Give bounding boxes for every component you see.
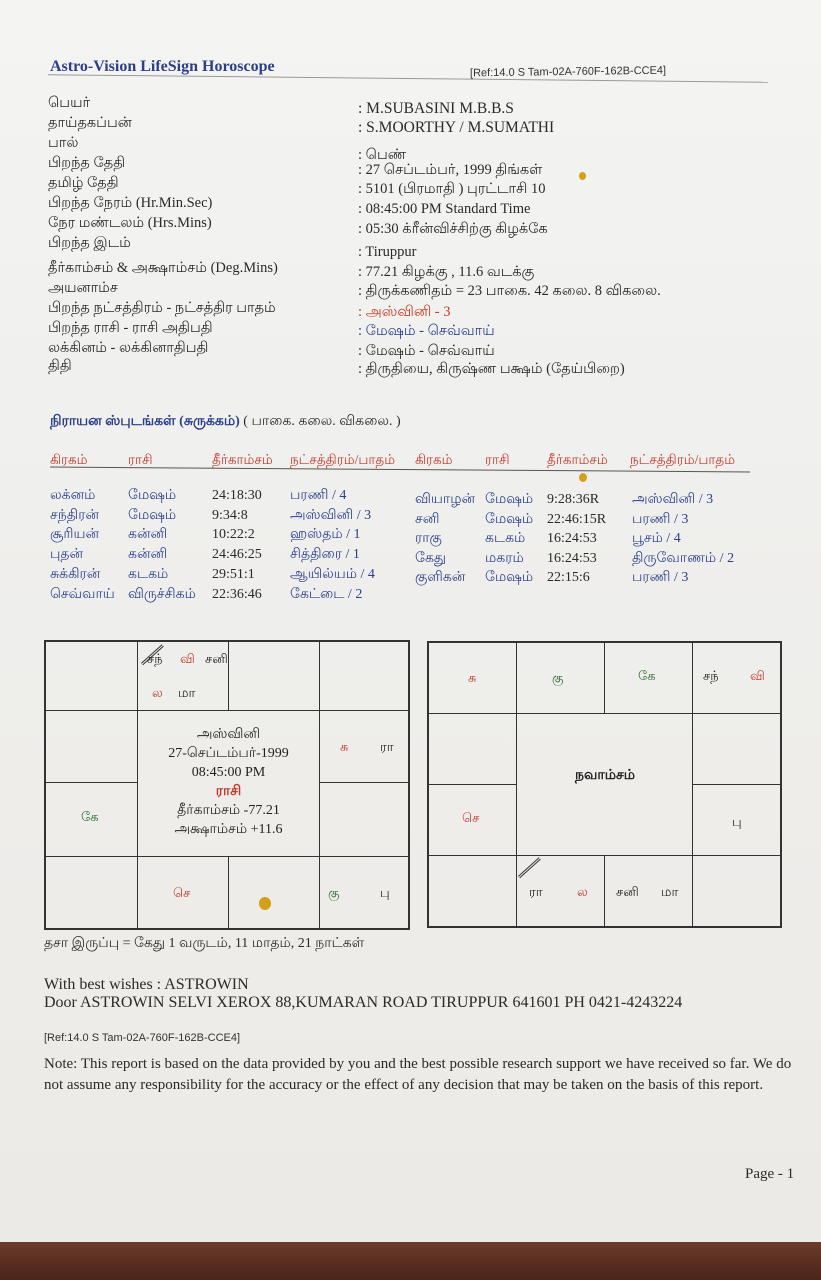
paper-stain <box>579 172 586 180</box>
planet-nakshatra: ஹஸ்தம் / 1 <box>290 527 361 542</box>
house-cancer <box>692 713 781 785</box>
rasi-planet: செ <box>173 885 191 900</box>
dasa-balance: தசா இருப்பு = கேது 1 வருடம், 11 மாதம், 21 நாட்கள் <box>44 936 365 951</box>
planet-longitude: 24:46:25 <box>212 547 262 562</box>
page-number: Page - 1 <box>745 1166 795 1182</box>
rasi-chart <box>44 640 410 930</box>
planet-longitude: 9:34:8 <box>212 508 248 523</box>
house-libra <box>228 856 320 929</box>
value-birth-place: : Tiruppur <box>358 244 417 260</box>
rasi-planet: ல <box>152 685 163 700</box>
center-nakshatra: அஸ்வினி <box>196 727 261 742</box>
navamsa-planet: சனி <box>616 884 639 899</box>
planet-table-title: நிராயன ஸ்புடங்கள் (சுருக்கம்) ( பாகை. கலை. விகலை. ) <box>50 414 401 429</box>
col-head-planet-2: கிரகம் <box>415 452 453 467</box>
col-head-longitude-2: தீர்காம்சம் <box>547 452 608 467</box>
value-time-zone: : 05:30 க்ரீன்விச்சிற்கு கிழக்கே <box>358 221 548 237</box>
planet-name: ராகு <box>415 531 442 546</box>
planet-rasi: கடகம் <box>485 531 526 546</box>
value-birth-time: : 08:45:00 PM Standard Time <box>358 201 531 217</box>
rasi-planet: சனி <box>205 651 228 666</box>
label-lagna: லக்கினம் - லக்கினாதிபதி <box>48 340 209 356</box>
planet-longitude: 9:28:36R <box>547 492 600 507</box>
label-birth-place: பிறந்த இடம் <box>48 235 131 251</box>
label-parents: தாய்தகப்பன் <box>48 115 132 131</box>
planet-name: சுக்கிரன் <box>50 567 101 582</box>
value-gender: : பெண் <box>358 147 407 163</box>
label-time-zone: நேர மண்டலம் (Hrs.Mins) <box>48 215 212 231</box>
planet-nakshatra: சித்திரை / 1 <box>290 547 360 562</box>
planet-longitude: 24:18:30 <box>212 488 262 503</box>
value-ayanamsa: : திருக்கணிதம் = 23 பாகை. 42 கலை. 8 விகலை. <box>358 283 661 299</box>
value-birth-date: : 27 செப்டம்பர், 1999 திங்கள் <box>358 162 543 178</box>
label-ayanamsa: அயனாம்ச <box>48 280 118 296</box>
label-nakshatra: பிறந்த நட்சத்திரம் - நட்சத்திர பாதம் <box>48 300 276 316</box>
navamsa-planet: செ <box>462 810 480 825</box>
document-title: Astro-Vision LifeSign Horoscope <box>50 58 275 75</box>
house-virgo <box>692 855 781 927</box>
navamsa-planet: சந் <box>703 668 719 683</box>
background-floor <box>0 1242 821 1280</box>
value-lagna: : மேஷம் - செவ்வாய் <box>358 343 495 359</box>
label-thithi: திதி <box>48 358 72 374</box>
center-date: 27-செப்டம்பர்-1999 <box>168 746 289 761</box>
label-coordinates: தீர்காம்சம் & அக்ஷாம்சம் (Deg.Mins) <box>48 260 278 276</box>
planet-name: சனி <box>415 512 440 527</box>
planet-nakshatra: அஸ்வினி / 3 <box>632 492 714 507</box>
col-head-nakshatra-2: நட்சத்திரம்/பாதம் <box>630 452 736 467</box>
col-head-nakshatra-1: நட்சத்திரம்/பாதம் <box>290 452 396 467</box>
planet-rasi: மகரம் <box>485 551 524 566</box>
disclaimer-note: Note: This report is based on the data provided by you and the best possible research support we have received so far. We do not assume any responsibility for the accuracy or the effect of any decision that may be taken on the basis of this report. <box>44 1056 792 1093</box>
value-rasi: : மேஷம் - செவ்வாய் <box>358 323 495 339</box>
value-thithi: : திருதியை, கிருஷ்ண பக்ஷம் (தேய்பிறை) <box>358 361 625 377</box>
col-head-rasi-1: ராசி <box>128 452 153 467</box>
navamsa-planet: ல <box>577 884 588 899</box>
planet-rasi: கன்னி <box>128 547 168 562</box>
navamsa-chart <box>427 641 782 928</box>
planet-name: கேது <box>415 551 447 566</box>
house-sagittarius <box>428 855 517 927</box>
planet-rasi: கன்னி <box>128 527 168 542</box>
planet-nakshatra: கேட்டை / 2 <box>290 587 363 602</box>
label-tamil-date: தமிழ் தேதி <box>48 175 119 191</box>
planet-nakshatra: பரணி / 3 <box>632 512 689 527</box>
paper-stain <box>259 897 271 910</box>
house-gemini <box>319 641 409 711</box>
col-head-rasi-2: ராசி <box>485 452 510 467</box>
footer-wishes: With best wishes : ASTROWIN <box>44 976 249 993</box>
house-cancer <box>319 710 409 783</box>
navamsa-planet: கே <box>638 668 656 683</box>
planet-longitude: 10:22:2 <box>212 527 255 542</box>
paper-stain <box>579 473 587 482</box>
value-parents: : S.MOORTHY / M.SUMATHI <box>358 119 555 136</box>
planet-name: செவ்வாய் <box>50 587 115 602</box>
planet-name: சந்திரன் <box>50 508 100 523</box>
planet-nakshatra: திருவோணம் / 2 <box>632 551 735 566</box>
house-pisces <box>45 641 138 711</box>
planet-name: வியாழன் <box>415 492 476 507</box>
planet-rasi: மேஷம் <box>128 488 177 503</box>
navamsa-planet: வி <box>750 668 765 683</box>
col-head-planet-1: கிரகம் <box>50 452 88 467</box>
house-sagittarius <box>45 856 138 929</box>
planet-longitude: 22:46:15R <box>547 512 607 527</box>
planet-name: சூரியன் <box>50 527 100 542</box>
planet-rasi: மேஷம் <box>485 512 534 527</box>
value-tamil-date: : 5101 (பிரமாதி ) புரட்டாசி 10 <box>358 181 546 197</box>
label-name: பெயர் <box>48 95 91 111</box>
planet-name: குளிகன் <box>415 570 466 585</box>
planet-rasi: மேஷம் <box>128 508 177 523</box>
planet-longitude: 29:51:1 <box>212 567 255 582</box>
planet-nakshatra: ஆயில்யம் / 4 <box>290 567 375 582</box>
planet-longitude: 22:36:46 <box>212 587 262 602</box>
value-nakshatra: : அஸ்வினி - 3 <box>358 304 451 320</box>
label-birth-time: பிறந்த நேரம் (Hr.Min.Sec) <box>48 195 213 211</box>
rasi-planet: சந் <box>147 651 163 666</box>
house-aquarius <box>428 713 517 785</box>
center-latitude: அக்ஷாம்சம் +11.6 <box>174 822 283 837</box>
rasi-planet: மா <box>178 685 196 700</box>
rasi-center-info <box>138 725 319 839</box>
planet-nakshatra: பூசம் / 4 <box>632 531 681 546</box>
rasi-planet: வி <box>180 651 195 666</box>
label-rasi: பிறந்த ராசி - ராசி அதிபதி <box>48 320 213 336</box>
ref-code-bottom: [Ref:14.0 S Tam-02A-760F-162B-CCE4] <box>44 1032 241 1044</box>
footer-address: Door ASTROWIN SELVI XEROX 88,KUMARAN ROAD TIRUPPUR 641601 PH 0421-4243224 <box>44 994 683 1011</box>
center-time: 08:45:00 PM <box>191 765 266 780</box>
planet-rasi: மேஷம் <box>485 492 534 507</box>
navamsa-planet: சு <box>468 670 477 685</box>
center-longitude: தீர்காம்சம் -77.21 <box>177 803 280 818</box>
planet-rasi: விருச்சிகம் <box>128 587 196 602</box>
navamsa-center-title: நவாம்சம் <box>575 768 635 783</box>
planet-rasi: கடகம் <box>128 567 169 582</box>
label-gender: பால் <box>48 135 79 151</box>
planet-rasi: மேஷம் <box>485 570 534 585</box>
rasi-planet: கு <box>328 885 340 900</box>
planet-name: லக்னம் <box>50 488 96 503</box>
planet-longitude: 16:24:53 <box>547 531 597 546</box>
house-leo <box>319 782 409 857</box>
navamsa-planet: மா <box>661 884 679 899</box>
planet-name: புதன் <box>50 547 84 562</box>
navamsa-planet: ரா <box>529 884 543 899</box>
planet-longitude: 16:24:53 <box>547 551 597 566</box>
rasi-planet: பு <box>380 885 390 900</box>
rasi-planet: சு <box>340 739 349 754</box>
planet-nakshatra: பரணி / 4 <box>290 488 347 503</box>
rasi-planet: ரா <box>380 739 394 754</box>
value-coordinates: : 77.21 கிழக்கு , 11.6 வடக்கு <box>358 264 535 280</box>
house-aquarius <box>45 710 138 783</box>
navamsa-planet: பு <box>732 814 742 829</box>
ref-code-top: [Ref:14.0 S Tam-02A-760F-162B-CCE4] <box>469 64 667 80</box>
rasi-planet: கே <box>81 809 99 824</box>
planet-nakshatra: பரணி / 3 <box>632 570 689 585</box>
label-birth-date: பிறந்த தேதி <box>48 155 126 171</box>
col-head-longitude-1: தீர்காம்சம் <box>212 452 273 467</box>
navamsa-planet: கு <box>552 670 564 685</box>
center-chart-name: ராசி <box>215 784 242 799</box>
house-taurus <box>228 641 320 711</box>
planet-nakshatra: அஸ்வினி / 3 <box>290 508 372 523</box>
planet-longitude: 22:15:6 <box>547 570 590 585</box>
value-name: : M.SUBASINI M.B.B.S <box>358 100 514 117</box>
